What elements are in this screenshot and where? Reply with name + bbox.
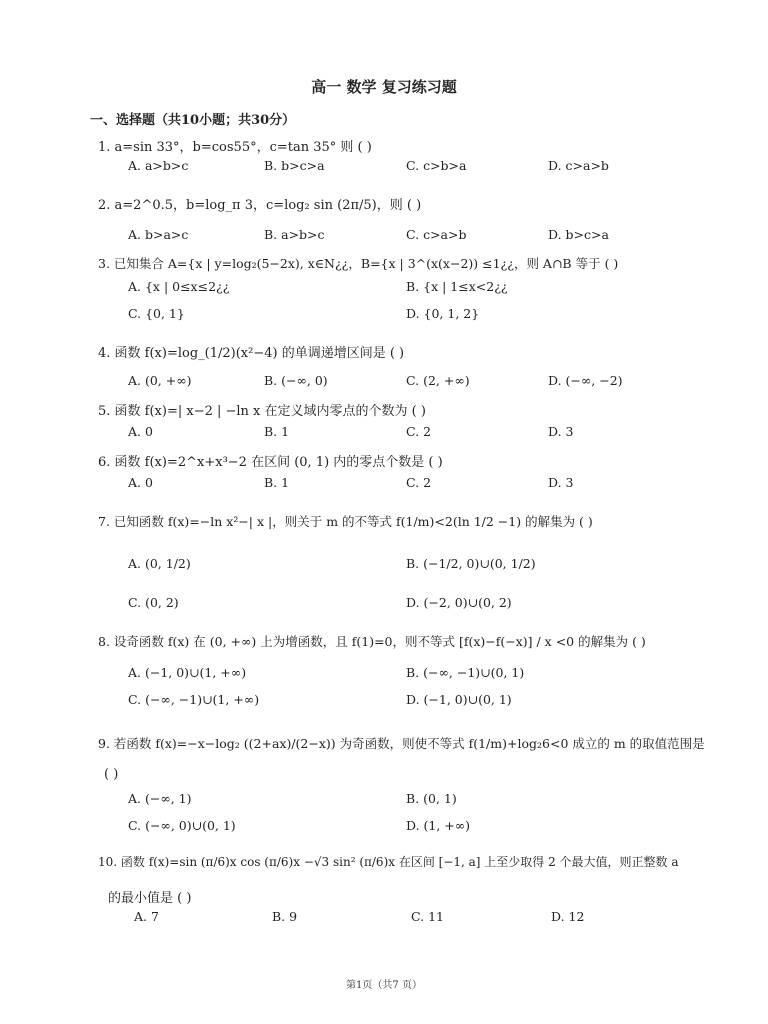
question-9-option-b: B. (0, 1)	[406, 791, 457, 806]
question-1-option-a: A. a>b>c	[128, 158, 189, 173]
question-3-option-a: A. {x | 0≤x≤2¿¿	[128, 279, 230, 294]
question-7-option-d: D. (−2, 0)∪(0, 2)	[406, 595, 512, 610]
question-6-option-b: B. 1	[264, 475, 290, 490]
question-9-option-a: A. (−∞, 1)	[128, 791, 192, 806]
question-8-stem: 8. 设奇函数 f(x) 在 (0, +∞) 上为增函数，且 f(1)=0，则不等式 [f(x)−f(−x)] / x <0 的解集为 ( )	[98, 634, 646, 649]
question-8-option-a: A. (−1, 0)∪(1, +∞)	[128, 665, 247, 680]
question-7-stem: 7. 已知函数 f(x)=−ln x²−| x |，则关于 m 的不等式 f(1/m)<2(ln 1/2 −1) 的解集为 ( )	[98, 514, 593, 529]
question-6-stem: 6. 函数 f(x)=2^x+x³−2 在区间 (0, 1) 内的零点个数是 ( )	[98, 455, 443, 470]
question-7-option-a: A. (0, 1/2)	[128, 556, 191, 571]
question-10-option-a: A. 7	[134, 909, 159, 924]
question-10-option-c: C. 11	[411, 909, 444, 924]
question-4-stem: 4. 函数 f(x)=log_(1/2)(x²−4) 的单调递增区间是 ( )	[98, 346, 405, 361]
question-2-option-d: D. b>c>a	[548, 227, 609, 242]
question-8-option-d: D. (−1, 0)∪(0, 1)	[406, 692, 512, 707]
question-10-stem-continued: 的最小值是 ( )	[108, 891, 192, 906]
question-2-option-b: B. a>b>c	[264, 227, 325, 242]
question-7-option-c: C. (0, 2)	[128, 595, 179, 610]
question-5-option-a: A. 0	[128, 424, 153, 439]
question-4-option-d: D. (−∞, −2)	[548, 373, 623, 388]
question-3-option-c: C. {0, 1}	[128, 306, 185, 321]
question-9-stem: 9. 若函数 f(x)=−x−log₂ ((2+ax)/(2−x)) 为奇函数，则使不等式 f(1/m)+log₂6<0 成立的 m 的取值范围是	[98, 736, 705, 751]
question-5-option-b: B. 1	[264, 424, 290, 439]
question-10-stem: 10. 函数 f(x)=sin (π/6)x cos (π/6)x −√3 sin² (π/6)x 在区间 [−1, a] 上至少取得 2 个最大值，则正整数 a	[98, 855, 679, 869]
question-1-option-d: D. c>a>b	[548, 158, 609, 173]
question-5-stem: 5. 函数 f(x)=| x−2 | −ln x 在定义域内零点的个数为 ( )	[98, 404, 426, 419]
question-1-option-c: C. c>b>a	[406, 158, 467, 173]
question-9-option-d: D. (1, +∞)	[406, 818, 471, 833]
question-6-option-c: C. 2	[406, 475, 432, 490]
question-6-option-d: D. 3	[548, 475, 574, 490]
question-9-stem-continued: ( )	[104, 767, 119, 782]
question-5-option-c: C. 2	[406, 424, 432, 439]
question-10-option-d: D. 12	[551, 909, 585, 924]
question-1-option-b: B. b>c>a	[264, 158, 325, 173]
section-heading: 一、选择题（共10小题；共30分）	[90, 113, 296, 128]
question-3-option-d: D. {0, 1, 2}	[406, 306, 480, 321]
question-2-option-c: C. c>a>b	[406, 227, 467, 242]
question-2-option-a: A. b>a>c	[128, 227, 189, 242]
question-3-option-b: B. {x | 1≤x<2¿¿	[406, 279, 508, 294]
question-2-stem: 2. a=2^0.5，b=log_π 3，c=log₂ sin (2π/5)，则 ( )	[98, 198, 422, 213]
question-7-option-b: B. (−1/2, 0)∪(0, 1/2)	[406, 556, 536, 571]
page-footer: 第1页（共7 页）	[346, 980, 422, 991]
question-4-option-a: A. (0, +∞)	[128, 373, 192, 388]
question-1-stem: 1. a=sin 33°，b=cos55°，c=tan 35° 则 ( )	[98, 140, 372, 155]
question-10-option-b: B. 9	[272, 909, 298, 924]
question-4-option-b: B. (−∞, 0)	[264, 373, 328, 388]
question-3-stem: 3. 已知集合 A={x | y=log₂(5−2x), x∈N¿¿，B={x | 3^(x(x−2)) ≤1¿¿，则 A∩B 等于 ( )	[98, 256, 619, 271]
question-9-option-c: C. (−∞, 0)∪(0, 1)	[128, 818, 236, 833]
question-5-option-d: D. 3	[548, 424, 574, 439]
question-4-option-c: C. (2, +∞)	[406, 373, 470, 388]
question-8-option-c: C. (−∞, −1)∪(1, +∞)	[128, 692, 260, 707]
page-title: 高一 数学 复习练习题	[311, 78, 457, 96]
question-8-option-b: B. (−∞, −1)∪(0, 1)	[406, 665, 525, 680]
question-6-option-a: A. 0	[128, 475, 153, 490]
